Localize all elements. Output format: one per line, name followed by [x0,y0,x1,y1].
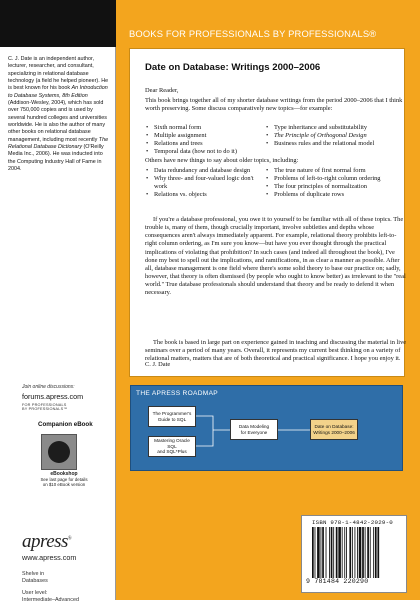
list-item: • Data redundancy and database design [145,167,267,175]
roadmap-book-mastering-oracle [148,436,196,457]
old-topics-list-right [265,167,405,200]
ebookshop-badge [41,434,77,470]
join-discussions-label: Join online discussions: [22,384,75,390]
barcode-icon [311,527,401,578]
bio-book-2: The Relational Database Dictionary [8,136,109,151]
isbn-label: ISBN 978-1-4842-2029-0 [312,519,393,526]
apress-logo [22,531,71,553]
ebook-label [34,471,94,488]
user-level-label: User level: [22,590,48,596]
list-item: • The Principle of Orthogonal Design [265,132,405,140]
list-item: • Why three- and four-valued logic don't work [145,175,267,191]
rm3-line-2: for Everyone [240,429,268,435]
shelve-category: Databases [22,577,48,584]
list-item: • Business rules and the relational model [265,140,405,148]
list-item: • The true nature of first normal form [265,167,405,175]
list-item: • Temporal data (how not to do it) [145,148,265,156]
isbn-digits: 9 781484 220290 [306,578,369,585]
apress-url[interactable]: www.apress.com [22,553,77,562]
user-level-value: Intermediate–Advanced [22,596,79,603]
ebook-note-2: on $10 eBook version [42,482,86,488]
list-item: • Multiple assignment [145,132,265,140]
book-title: Date on Database: Writings 2000–2006 [145,62,321,73]
list-item: • Type inheritance and substitutability [265,124,405,132]
author-bio [8,56,110,174]
list-item: • Problems of left-to-right column ordering [265,175,405,183]
rm1-line-1: The Programmer's [152,410,192,416]
salutation: Dear Reader, [145,87,179,94]
forums-link[interactable]: forums.apress.com [22,392,84,401]
new-topics-list-right [265,124,405,148]
bio-text-3: (O'Reilly Media Inc., 2006). He was inducted into the Computing Industry Hall of Fame in 2004. [8,144,104,173]
bio-book-1: An Introduction to Database Systems, 8th Edition [8,85,108,99]
old-topics-list-left [145,167,267,200]
shelve-in [22,571,48,584]
bio-text-1: C. J. Date is an independent author, lecturer, researcher, and consultant, specializing in relational database technology (a field he helped pioneer). He is best known for his book [8,56,109,92]
new-topics-list-left [145,124,265,157]
roadmap-book-date-on-database [310,419,358,440]
rm2-line-2: and SQL*Plus [157,449,187,455]
user-level [22,590,79,603]
roadmap-book-programmers-guide [148,406,196,427]
rm1-line-2: Guide to SQL [157,416,187,422]
roadmap-title: THE APRESS ROADMAP [136,390,218,397]
for-pros-line-2: BY PROFESSIONALS™ [22,407,68,412]
rm2-line-1: Mastering Oracle SQL [154,438,190,449]
rm4-line-1: Date on Database: [314,423,354,429]
series-tagline: BOOKS FOR PROFESSIONALS BY PROFESSIONALS® [129,28,377,39]
list-item: • Sixth normal form [145,124,265,132]
others-intro: Others have new things to say about older topics, including: [145,157,299,164]
sidebar-black-band [0,0,116,47]
registered-mark: ® [67,536,72,542]
for-pros-line-1: FOR PROFESSIONALS [22,403,67,407]
rm3-line-1: Data Modeling [238,423,270,429]
body-paragraph-1: If you're a database professional, you owe it to yourself to be familiar with all of these topics. The trouble is, many of them, though crucially important, involve subtleties and depths whose consequences aren't always immediately apparent. For example, relational theory prohibits left-to-right column ordering, as I'm sure you know—but have you ever thought through the practical implications of violating that prohibition? In such cases (and indeed all throughout the book), I've done my best to spell out the implications, and ramifications, in as clear a manner as possible. After all, database management is one field where there's some solid theory to base our practice on; sadly, however, that theory is often dismissed (by people who ought to know better) as irrelevant to the "real world." True database professionals should understand that theory and be ready to defend it when necessary. [145,216,406,297]
ebook-name: eBookshop [50,471,78,477]
list-item: • Relations and trees [145,140,265,148]
companion-ebook-title: Companion eBook [38,421,93,428]
ebook-note-1: See last page for details [40,477,88,483]
bio-text-2: (Addison-Wesley, 2004), which has sold over 750,000 copies and is used by several hundred colleges and universities worldwide. He is also the author of many other books on relational database management, including most recently [8,100,107,143]
rm4-line-2: Writings 2000–2006 [313,429,355,435]
list-item: • Problems of duplicate rows [265,191,405,199]
list-item: • The four principles of normalization [265,183,405,191]
body-paragraph-2: The book is based in large part on experience gained in teaching and discussing the material in live seminars over a period of many years. Overall, it represents my current best thinking on a variety of relational matters, matters that are of both theoretical and practical significance. I hope you enjoy it. [145,339,407,363]
apress-logo-text: apress [22,531,68,552]
for-professionals-tagline [22,403,67,412]
signature: C. J. Date [145,361,171,368]
list-item: • Relations vs. objects [145,191,267,199]
intro-paragraph: This book brings together all of my shorter database writings from the period 2000–2006 that I think worth preserving. Some discuss comparatively new topics—for example: [145,97,403,113]
roadmap-book-data-modeling [230,419,278,440]
shelve-label: Shelve in [22,571,45,577]
ebook-disc-icon [48,441,70,463]
